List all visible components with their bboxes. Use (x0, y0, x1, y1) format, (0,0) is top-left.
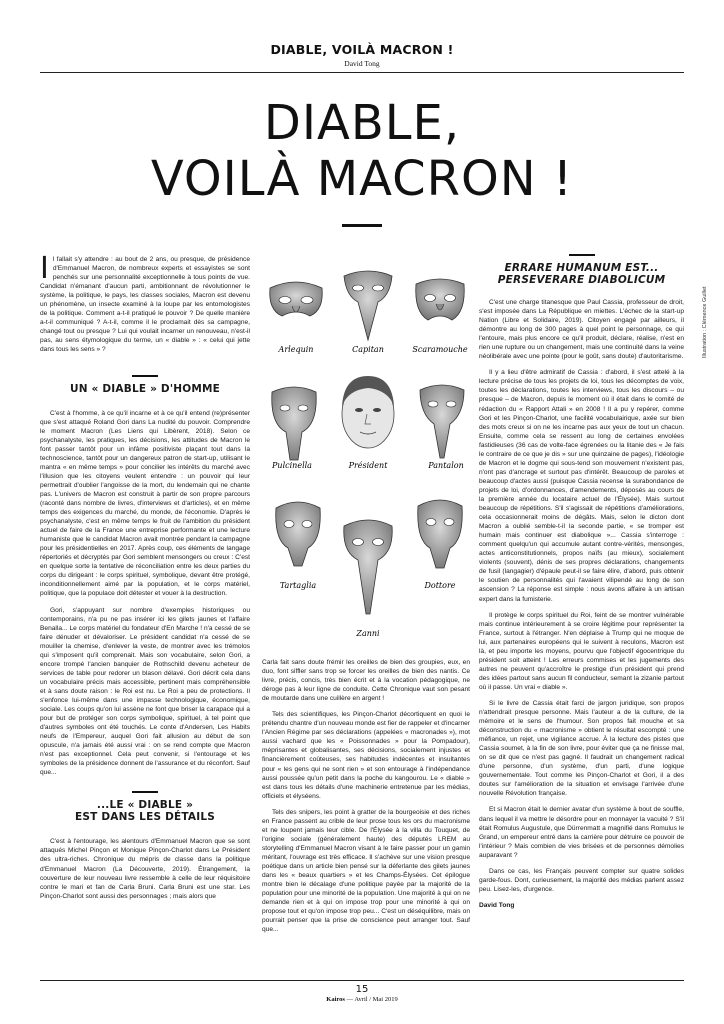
left-column (40, 251, 250, 908)
paragraph: C'est à l'homme, à ce qu'il incarne et à ce qu'il entend (re)présenter que s'est attaqué Roland Gori dans La nudité du pouvoir. Comprendre le moment Macron (Les Liens qui Libèrent, 2018). Selon ce psychanalyste, les pratiques, les décisions, les attitudes de Macron le font passer tantôt pour un infâme positiviste plaçant tout dans la technoscience, tantôt pour un dangereux patron de start-up, utilisant le mantra « en même temps » pour concilier les intérêts du marché avec l'illusion que les citoyens veulent entendre : un pouvoir qui leur permettrait d'oublier l'angoisse de la mort, du lendemain qui ne chante pas. L'univers de Macron est construit à partir de son propre parcours (raconté dans nombre de livres, d'interviews et d'articles), et en même temps des exigences du marché, du monde, de l'économie. D'après le psychanalyste, c'est en même temps le fruit de l'ambition du président actuel de faire de la France une entreprise performante et une lecture humaniste que le candidat Macron avait montrée pendant la campagne pour les présidentielles en 2017. Après coup, ces éléments de langage répertoriés et décryptés par Gori semblent mensongers ou creux : C'est en quelque sorte la tentative de réconciliation entre les deux parties du corps du dirigeant : le corps spirituel, symbolique, devant être protégé, inconditionnellement aimé par la population, et le corps matériel, politique, que la populace doit détester et vouer à la destruction. (40, 409, 250, 598)
mask-label: Zanni (356, 629, 380, 638)
heading-bar (132, 375, 158, 377)
illustration-credit: Illustration : Clémence Guillet (702, 286, 708, 358)
title-line-1: DIABLE, (263, 95, 461, 151)
paragraph: Tels des scientifiques, les Pinçon-Charlot décortiquent en quoi le prétendu chantre d'un nouveau monde est fier de rappeler et d'incarner l'Ancien Régime par ses déclarations (appelées « macronades »), mot aussi vachard que les « Poissonnades » pour la Pompadour), méprisantes et globalisantes, ses décisions, socialement injustes et financièrement coûteuses, ses habitudes indécentes et insultantes pour « les gens qui ne sont rien » et son entourage à l'indépendance aussi poussée qu'un petit dans la poche du kangourou. Le « diable » est dans tous les détails d'une machinerie entretenue par les médias, officiels et élyséens. (262, 711, 470, 800)
section-heading-3-line-1: ERRARE HUMANUM EST... (504, 262, 659, 274)
mask-scaramouche (416, 279, 465, 320)
article-header (0, 42, 724, 68)
paragraph: Il protège le corps spirituel du Roi, feint de se montrer vulnérable mais continue intérieurement à se croire légitime pour représenter la France, surtout à l'étranger. N'en déplaise à Trump qui ne moque de lui, aux partenaires européens qui le suivent à reculons, Macron est là, et peu importe les moyens, pourvu que l'objectif égocentrique du président soit atteint ! Les erreurs commises et les jugements des autres ne peuvent qu'accroître le prestige d'un président qui prend des idées partout sans aucun fil conducteur, semant la zizanie partout où il passe. Un vrai « diable ». (479, 611, 684, 691)
paragraph: Et si Macron était le dernier avatar d'un système à bout de souffle, dans lequel il va mettre le désordre pour en monnayer la vacuité ? S'il était Romulus Augustule, que Dürrenmatt a magnifié dans Romulus le Grand, un empereur entré dans la carrière pour détruire ce pouvoir de l'intérieur ? Mais combien de vies brisées et de personnes démolies auparavant ? (479, 806, 684, 859)
mask-pantalon (420, 385, 464, 458)
middle-column (262, 658, 470, 941)
mask-label: Tartaglia (279, 581, 317, 590)
mask-pulcinella (272, 387, 316, 460)
footer-rule (40, 980, 684, 981)
section-heading-1 (40, 375, 250, 395)
page-number: 15 (355, 984, 369, 995)
title-line-2: VOILÀ MACRON ! (150, 151, 574, 207)
paragraph: C'est une charge titanesque que Paul Cassia, professeur de droit, s'est imposée dans La République en miettes. L'échec de la start-up Nation (Libre et Solidaire, 2019). Citoyen engagé par ailleurs, il démontre au long de 300 pages à quel point le personnage, ce qui l'entoure, mais plus encore ce qu'il produit, déclare, réalise, n'est en rien une rupture ou un changement, mais une continuité dans la veine néolibérale avec une pointe (pour le goût, sans doute) d'autoritarisme. (479, 299, 684, 361)
mask-dottore (418, 500, 463, 568)
mask-label: Pulcinella (272, 461, 312, 470)
intro-paragraph (40, 251, 250, 355)
paragraph: Il y a lieu d'être admiratif de Cassia : d'abord, il s'est attelé à la lecture précise de tous les projets de loi, tous les décomptes de voix, toutes les déclarations, toutes les interviews, tous les discours – ou presque – de Macron, depuis le moment où il était dans le comité de rédaction du « Rapport Attali » en 2008 ! Il a pu y repérer, comme Gori et les Pinçon-Charlot, une facilité vocabulairique, axée sur bien des mots creux si on ne les incarne pas aux yeux de tout un chacun. Ensuite, comme cela se ressent au long de certaines envolées fastidieuses (36 cas de volte-face égrenées ou la litanie des « Je fais le contraire de ce que je dis » sur une quinzaine de pages), l'idéologie de Macron et le dogme qui sous-tend son mouvement n'existent pas, n'ont pas d'ancrage et surtout pas d'intérêt. Beaucoup de paroles et beaucoup d'actes aussi (puisque Cassia recense la surabondance de projets de loi, d'ordonnances, d'amendements, déposés au cours de la première année du locataire actuel de l'Élysée). Mais surtout beaucoup de répétitions. S'il s'agissait de répétitions d'améliorations, cela occasionnerait moins de dégâts. Mais, selon le dicton dont Macron a oublié semble-t-il la seconde partie, « se tromper est humain mais continuer est diabolique »... Cassia s'interroge : comment quelqu'un qui accumule autant contre-vérités, mensonges, actes anticonstitutionnels, propos naïfs (au mieux), socialement violents (souvent), dénis de ses propres déclarations, changements de fusil (langagier) d'épaule peut-il se faire élire, d'abord, puis obtenir le soutien de personnalités qui l'avaient vilipendé au long de son ascension ? La réponse est simple : nous avons affaire à un artisan expert dans la fumisterie. (479, 369, 684, 603)
mask-capitan (344, 271, 392, 340)
paragraph: Dans ce cas, les Français peuvent compter sur quatre solides garde-fous. Dont, curieusement, la majorité des médias parlent assez peu. Lisez-les, d'urgence. (479, 867, 684, 893)
right-column (479, 250, 684, 910)
mask-zanni (344, 520, 392, 614)
section-heading-3 (479, 254, 684, 286)
portrait-president (342, 376, 394, 448)
header-byline: David Tong (344, 59, 380, 68)
mask-arlequin (270, 282, 323, 316)
section-heading-2 (40, 791, 250, 823)
heading-bar (569, 254, 595, 256)
heading-bar (132, 791, 158, 793)
intro-text: l fallait s'y attendre : au bout de 2 ans, ou presque, de présidence d'Emmanuel Macron, de nombreux experts et essayistes se sont penchés sur une personnalité exceptionnelle à tous points de vue. Candidat n'émanant d'aucun parti, ambitionnant de révolutionner le système, la politique, le pays, les classes sociales, Macron est devenu un phénomène, un insecte examiné à la loupe par les entomologistes de la politique. Comment a-t-il pratiqué le pouvoir ? De quelle manière a-t-il communiqué ? A-t-il, comme il le proclamait dès sa campagne, changé tout ou presque ? Lui qui voulait incarner un renouveau, n'est-il pas, au sens étymologique du terme, un « diable » : « celui qui jette dans tous les sens » ? (40, 256, 250, 354)
journal-line (0, 996, 724, 1003)
paragraph: Tels des snipers, les point à gratter de la bourgeoisie et des riches en France passent au crible de leur prose tous les ors du macronisme et ne loupent jamais leur cible. De l'Élysée à la villa du Touquet, de l'origine sociale (généralement haute) des députés LREM au storytelling d'Emmanuel Macron visant à le faire passer pour un gamin méritant, l'ouvrage est très efficace. Il s'achève sur une vision presque poétique dans un article bien pensé sur la déferlante des gilets jaunes dans les « beaux quartiers » et les Champs-Élysées. Cet épilogue montre bien le décalage d'une politique payée par la majorité de la population pour une minorité de la population. Une majorité à qui on ne demande rien et à qui on impose trop pour une minorité à qui on propose tout et qu'on impose trop peu... C'est un déséquilibre, mais on pourrait penser que la prise de conscience peut arranger tout. Sauf que... (262, 808, 470, 934)
author-signature: David Tong (479, 901, 515, 909)
drop-cap: I (40, 251, 49, 286)
paragraph: Carla fait sans doute frémir les oreilles de bien des groupies, eux, en duo, font siffler sans trop se forcer les oreilles de bien des nantis. Ce livre, précis, concis, très bien écrit et à la vocation pédagogique, ne déroge pas à leur ligne de conduite. Cette Chronique vaut son pesant de moutarde dans une cuillère en argent ! (262, 659, 470, 703)
mask-tartaglia (276, 502, 321, 566)
header-rule (40, 72, 684, 73)
mask-label: Scaramouche (412, 345, 468, 354)
masks-illustration (258, 246, 478, 646)
mask-label: Dottore (424, 581, 456, 590)
mask-label: Président (348, 461, 388, 470)
page-title (0, 95, 724, 207)
title-underline (342, 224, 382, 227)
paragraph: Si le livre de Cassia était farci de jargon juridique, son propos n'attendrait presque personne. Mais l'auteur a de la culture, de la mémoire et le sens de l'humour. Son propos fait mouche et sa déconstruction du « macronisme » obtient le résultat escompté : une méfiance, un rejet, une vigilance accrue. À la lecture des pistes que Cassia soumet, à la fin de son livre, pour éviter que ça ne finisse mal, on se dit que ce n'est pas gagné. Il faudrait un changement radical d'une personne, d'un système, d'un parti, d'une logique gouvernementale. Tout comme les Pinçon-Charlot et Gori, il a des doutes sur l'amélioration de la situation et envisage l'arrivée d'une nouvelle Révolution française. (479, 699, 684, 798)
section-heading-2-line-2: EST DANS LES DÉTAILS (74, 811, 215, 824)
section-heading-3-line-2: PERSEVERARE DIABOLICUM (497, 274, 666, 286)
page-footer (0, 984, 724, 1003)
mask-label: Pantalon (428, 461, 464, 470)
mask-label: Arlequin (278, 345, 314, 354)
paragraph: C'est à l'entourage, les alentours d'Emmanuel Macron que se sont attaqués Michel Pinçon et Monique Pinçon-Charlot dans Le Président des ultra-riches. Chronique du mépris de classe dans la politique d'Emmanuel Macron (La Découverte, 2019). Étrangement, la couverture de leur nouveau livre ressemble à celle de leur réquisitoire contre le mari et fan de Carla Bruni. Carla Bruni est une star. Les Pinçon-Charlot sont aussi des personnages ; mais alors que (40, 838, 250, 900)
paragraph: Gori, s'appuyant sur nombre d'exemples historiques ou contemporains, n'a pu ne pas insérer ici les gilets jaunes et l'affaire Benalla... Le corps matériel du fondateur d'En Marche ! n'a cessé de se faire dénuder et dévaloriser. Le président candidat n'a cessé de se mouiller la chemise, d'enlever la veste, de montrer avec les trémolos qui s'imposent qu'il comprenait. Mais son vocabulaire, selon Gori, a encore trompé l'ancien banquier de Rothschild devenu acheteur de services de table pour redorer un blason délavé. Gori décrit cela dans un vocabulaire précis mais accessible, pertinent mais compréhensible et à sans doute raison : le Roi est nu. Le Roi a peu de protections. Il s'enfonce lui-même dans une impasse technologique, économique, sociale. Les coups qu'on lui assène ne font que briser la carapace qui a pour but de protéger son corps symbolique, spirituel, à tel point que d'autres symboles ont été touchés. Le conte d'Andersen, Les Habits neufs de l'Empereur, auquel Gori fait allusion au début de son opuscule, n'a jamais été aussi vrai : on se rend compte que Macron n'est pas exceptionnel. Cela peut convenir, si l'entourage et les symboles de la présidence donnent de l'assurance et du réconfort. Sauf que... (40, 606, 250, 777)
journal-name: Kairos (326, 996, 345, 1003)
rubric-title: DIABLE, VOILÀ MACRON ! (270, 42, 454, 57)
mask-label: Capitan (352, 345, 384, 354)
issue-date: — Avril / Mai 2019 (346, 996, 398, 1003)
section-heading-2-line-1: ...LE « DIABLE » (96, 799, 194, 812)
section-heading-1-text: UN « DIABLE » D'HOMME (69, 382, 221, 395)
